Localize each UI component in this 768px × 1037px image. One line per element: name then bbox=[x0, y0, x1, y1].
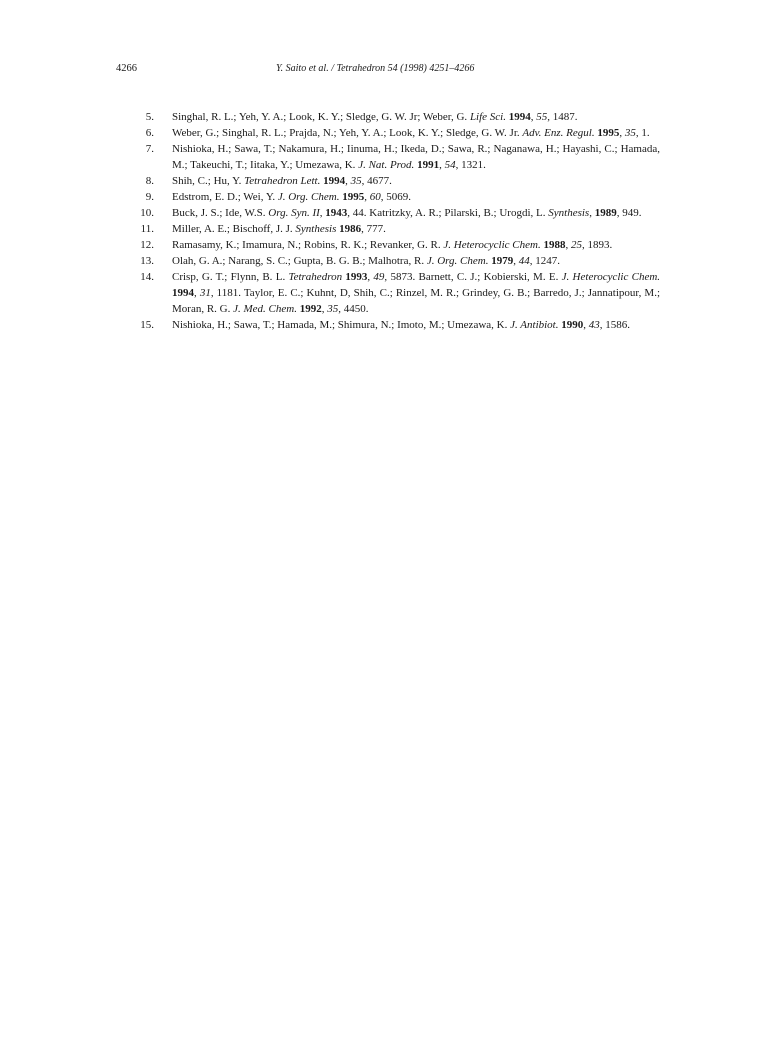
reference-text: Olah, G. A.; Narang, S. C.; Gupta, B. G. B.; Malhotra, R. J. Org. Chem. 1979, 44, 1247. bbox=[172, 255, 560, 267]
reference-item bbox=[116, 237, 660, 253]
reference-item bbox=[116, 173, 660, 189]
reference-item bbox=[116, 109, 660, 125]
reference-item bbox=[116, 221, 660, 237]
reference-text: Crisp, G. T.; Flynn, B. L. Tetrahedron 1993, 49, 5873. Barnett, C. J.; Kobierski, M. E. J. Heterocyclic Chem. 1994, 31, 1181. Taylor, E. C.; Kuhnt, D, Shih, C.; Rinzel, M. R.; Grindey, G. B.; Barredo, J.; Jannatipour, M.; Moran, R. G. J. Med. Chem. 1992, 35, 4450. bbox=[172, 271, 661, 315]
reference-text: Singhal, R. L.; Yeh, Y. A.; Look, K. Y.; Sledge, G. W. Jr; Weber, G. Life Sci. 1994, 55, 1487. bbox=[172, 111, 578, 123]
reference-number: 8. bbox=[145, 175, 154, 187]
reference-text: Weber, G.; Singhal, R. L.; Prajda, N.; Yeh, Y. A.; Look, K. Y.; Sledge, G. W. Jr. Adv. Enz. Regul. 1995, 35, 1. bbox=[172, 127, 650, 139]
reference-item bbox=[116, 269, 660, 317]
running-head: Y. Saito et al. / Tetrahedron 54 (1998) 4251–4266 bbox=[276, 63, 475, 74]
reference-text: Buck, J. S.; Ide, W.S. Org. Syn. II, 1943, 44. Katritzky, A. R.; Pilarski, B.; Urogdi, L. Synthesis, 1989, 949. bbox=[172, 207, 642, 219]
reference-item bbox=[116, 189, 660, 205]
reference-number: 13. bbox=[140, 255, 154, 267]
reference-number: 9. bbox=[145, 191, 154, 203]
reference-number: 10. bbox=[140, 207, 154, 219]
reference-number: 11. bbox=[140, 223, 154, 235]
reference-item bbox=[116, 125, 660, 141]
reference-item bbox=[116, 205, 660, 221]
reference-text: Shih, C.; Hu, Y. Tetrahedron Lett. 1994, 35, 4677. bbox=[172, 175, 392, 187]
reference-number: 6. bbox=[145, 127, 154, 139]
reference-item bbox=[116, 253, 660, 269]
reference-item bbox=[116, 317, 660, 333]
reference-number: 15. bbox=[140, 319, 154, 331]
reference-item bbox=[116, 141, 660, 173]
reference-number: 7. bbox=[145, 143, 154, 155]
reference-text: Miller, A. E.; Bischoff, J. J. Synthesis 1986, 777. bbox=[172, 223, 386, 235]
reference-number: 12. bbox=[140, 239, 154, 251]
reference-number: 14. bbox=[140, 271, 154, 283]
page-number: 4266 bbox=[116, 63, 137, 74]
reference-text: Nishioka, H.; Sawa, T.; Hamada, M.; Shimura, N.; Imoto, M.; Umezawa, K. J. Antibiot. 1990, 43, 1586. bbox=[172, 319, 630, 331]
reference-number: 5. bbox=[145, 111, 154, 123]
reference-list bbox=[116, 109, 660, 333]
reference-text: Ramasamy, K.; Imamura, N.; Robins, R. K.; Revanker, G. R. J. Heterocyclic Chem. 1988, 25, 1893. bbox=[172, 239, 613, 251]
reference-text: Edstrom, E. D.; Wei, Y. J. Org. Chem. 1995, 60, 5069. bbox=[172, 191, 411, 203]
reference-text: Nishioka, H.; Sawa, T.; Nakamura, H.; Iinuma, H.; Ikeda, D.; Sawa, R.; Naganawa, H.; Hayashi, C.; Hamada, M.; Takeuchi, T.; Iitaka, Y.; Umezawa, K. J. Nat. Prod. 1991, 54, 1321. bbox=[172, 143, 660, 171]
